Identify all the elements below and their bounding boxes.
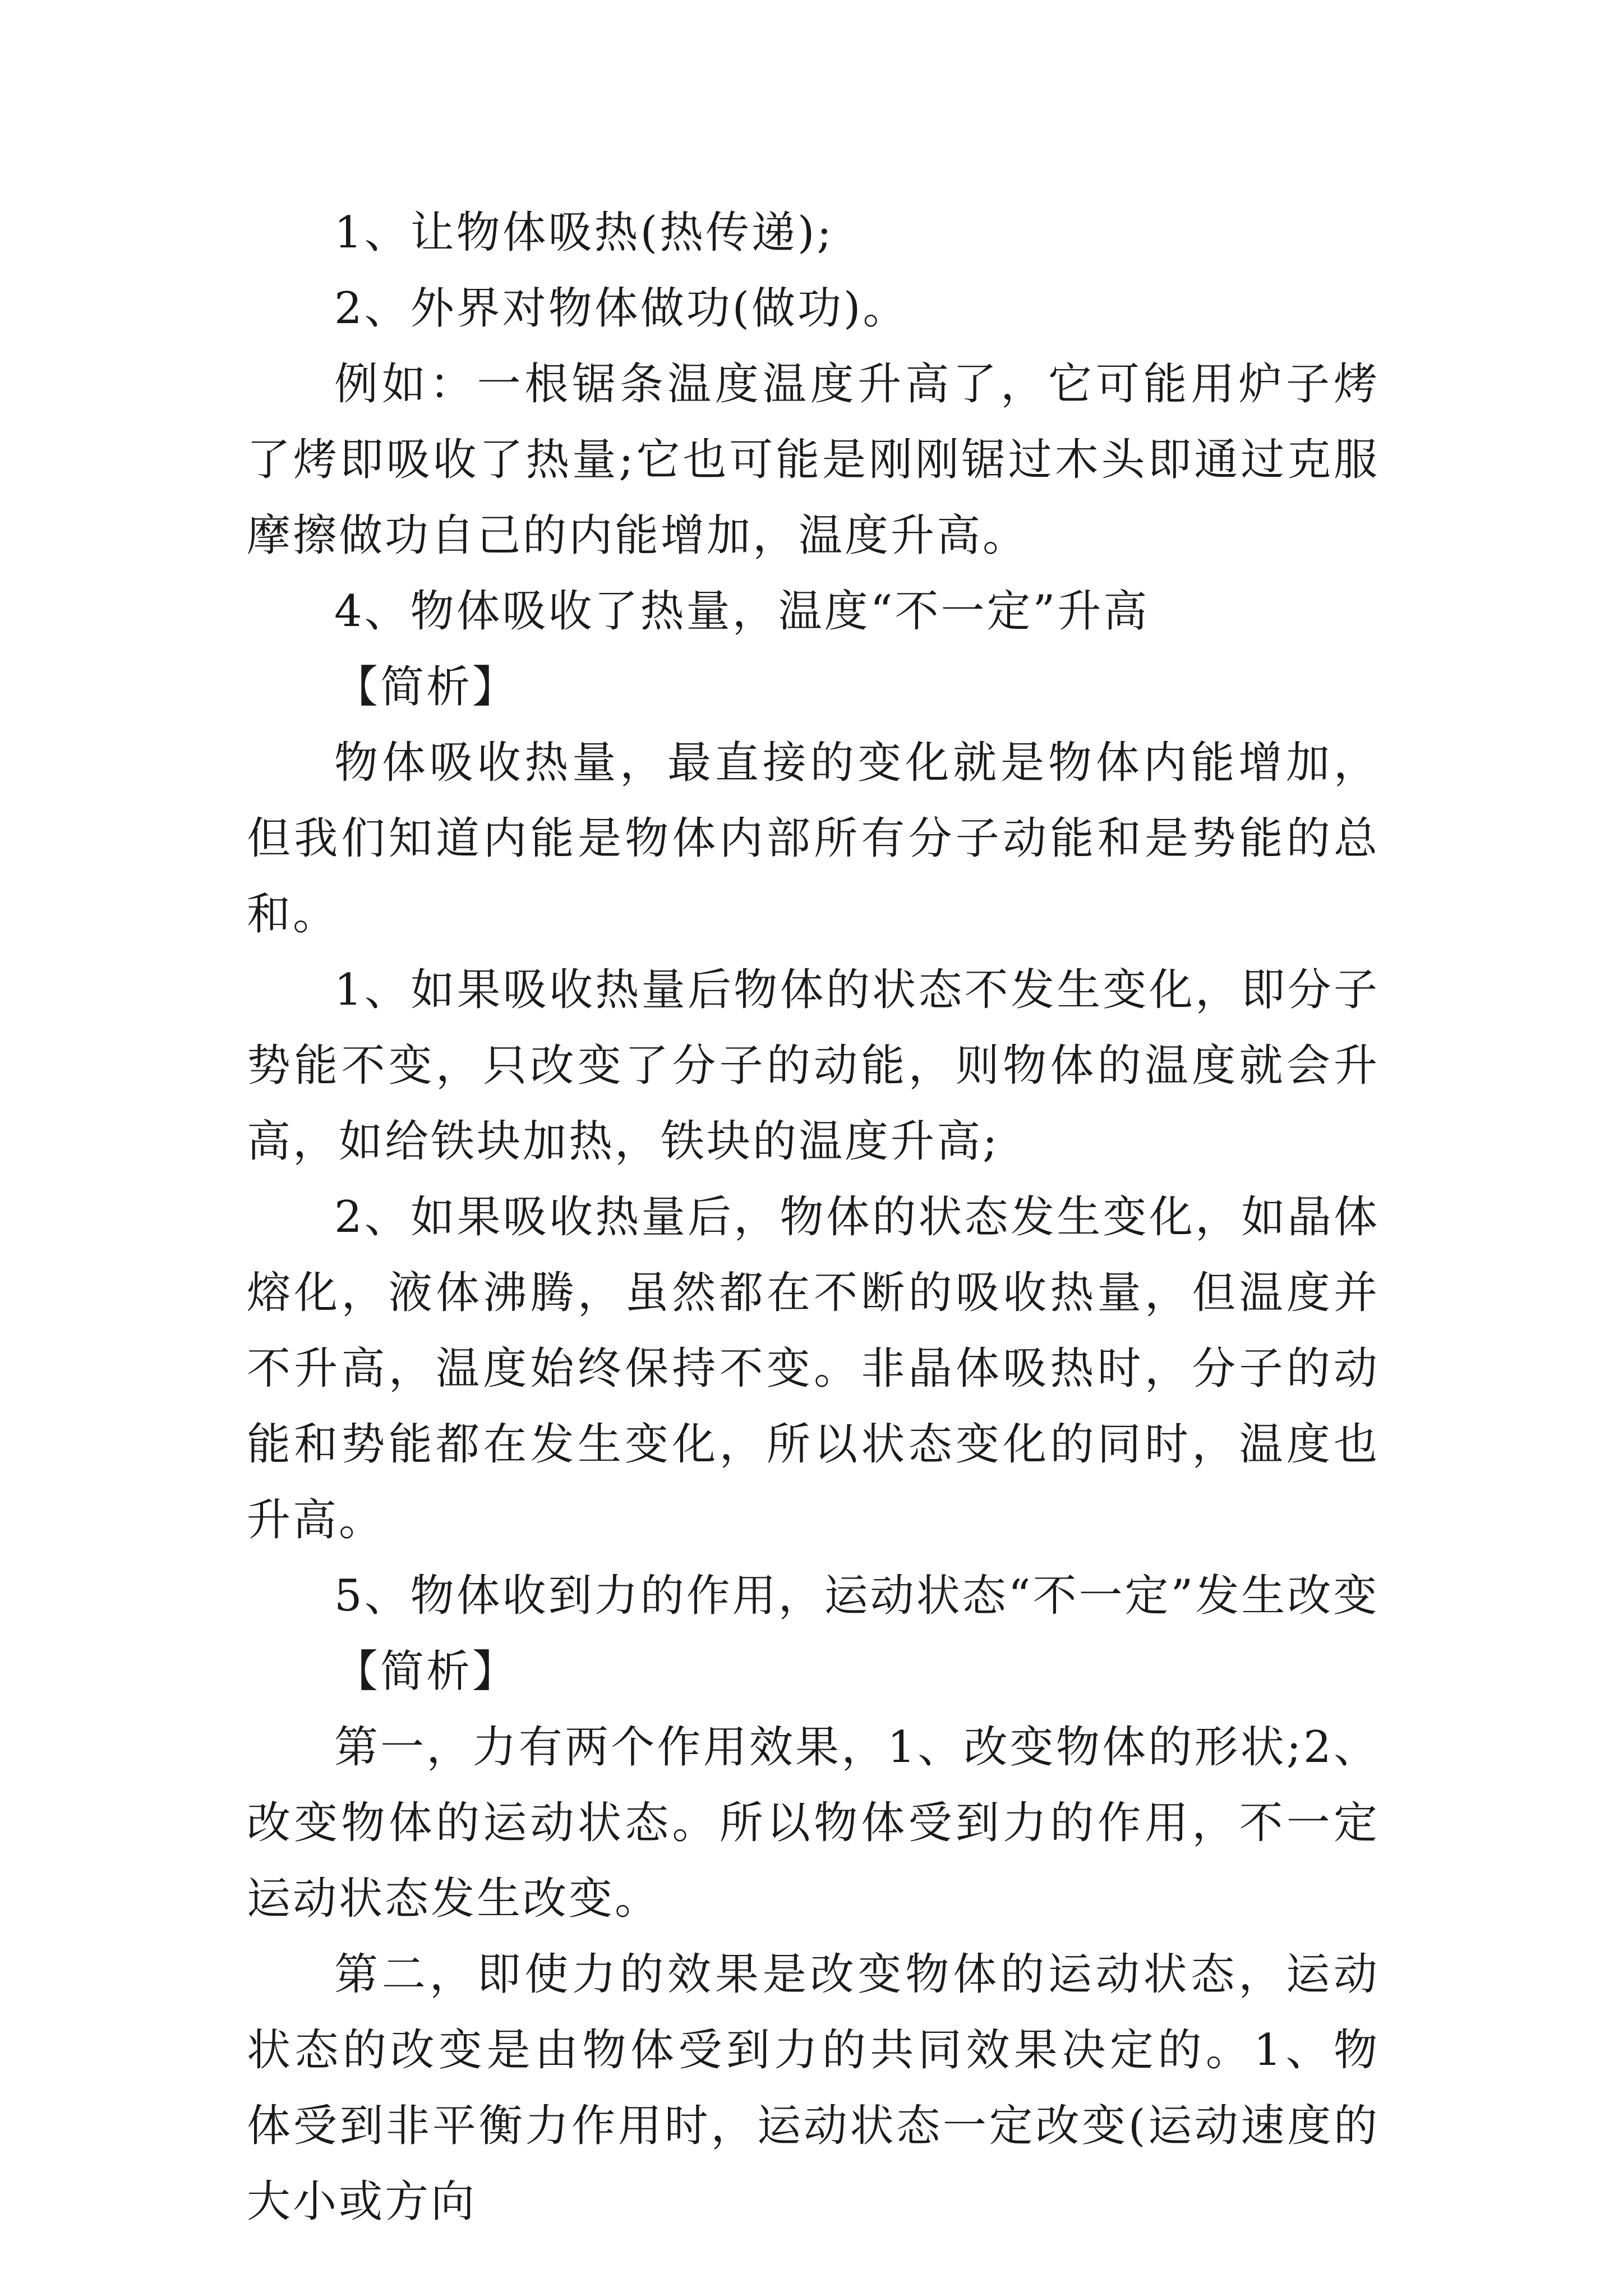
paragraph-state-unchanged: 1、如果吸收热量后物体的状态不发生变化，即分子势能不变，只改变了分子的动能，则物体的温度就会升高，如给铁块加热，铁块的温度升高;	[247, 965, 1380, 1167]
body-text	[247, 195, 1380, 2240]
paragraph-internal-energy: 物体吸收热量，最直接的变化就是物体内能增加，但我们知道内能是物体内部所有分子动能和是势能的总和。	[247, 738, 1380, 940]
paragraph-saw-example: 例如：一根锯条温度温度升高了，它可能用炉子烤了烤即吸收了热量;它也可能是刚刚锯过木头即通过克服摩擦做功自己的内能增加，温度升高。	[247, 359, 1380, 561]
paragraph-second-effect: 第二，即使力的效果是改变物体的运动状态，运动状态的改变是由物体受到力的共同效果决定的。1、物体受到非平衡力作用时，运动状态一定改变(运动速度的大小或方向	[247, 1949, 1380, 2227]
heading-point-4: 4、物体吸收了热量，温度“不一定”升高	[334, 586, 1150, 637]
paragraph-state-changed: 2、如果吸收热量后，物体的状态发生变化，如晶体熔化，液体沸腾，虽然都在不断的吸收热量，但温度并不升高，温度始终保持不变。非晶体吸热时，分子的动能和势能都在发生变化，所以状态变化的同时，温度也升高。	[247, 1192, 1380, 1545]
paragraph-first-effect: 第一，力有两个作用效果，1、改变物体的形状;2、改变物体的运动状态。所以物体受到力的作用，不一定运动状态发生改变。	[247, 1722, 1380, 1924]
paragraph-method-work: 2、外界对物体做功(做功)。	[334, 283, 909, 334]
label-analysis-1: 【简析】	[334, 662, 519, 712]
paragraph-method-heat-transfer: 1、让物体吸热(热传递);	[334, 208, 834, 258]
label-analysis-2: 【简析】	[334, 1646, 519, 1697]
heading-point-5: 5、物体收到力的作用，运动状态“不一定”发生改变	[334, 1571, 1380, 1621]
